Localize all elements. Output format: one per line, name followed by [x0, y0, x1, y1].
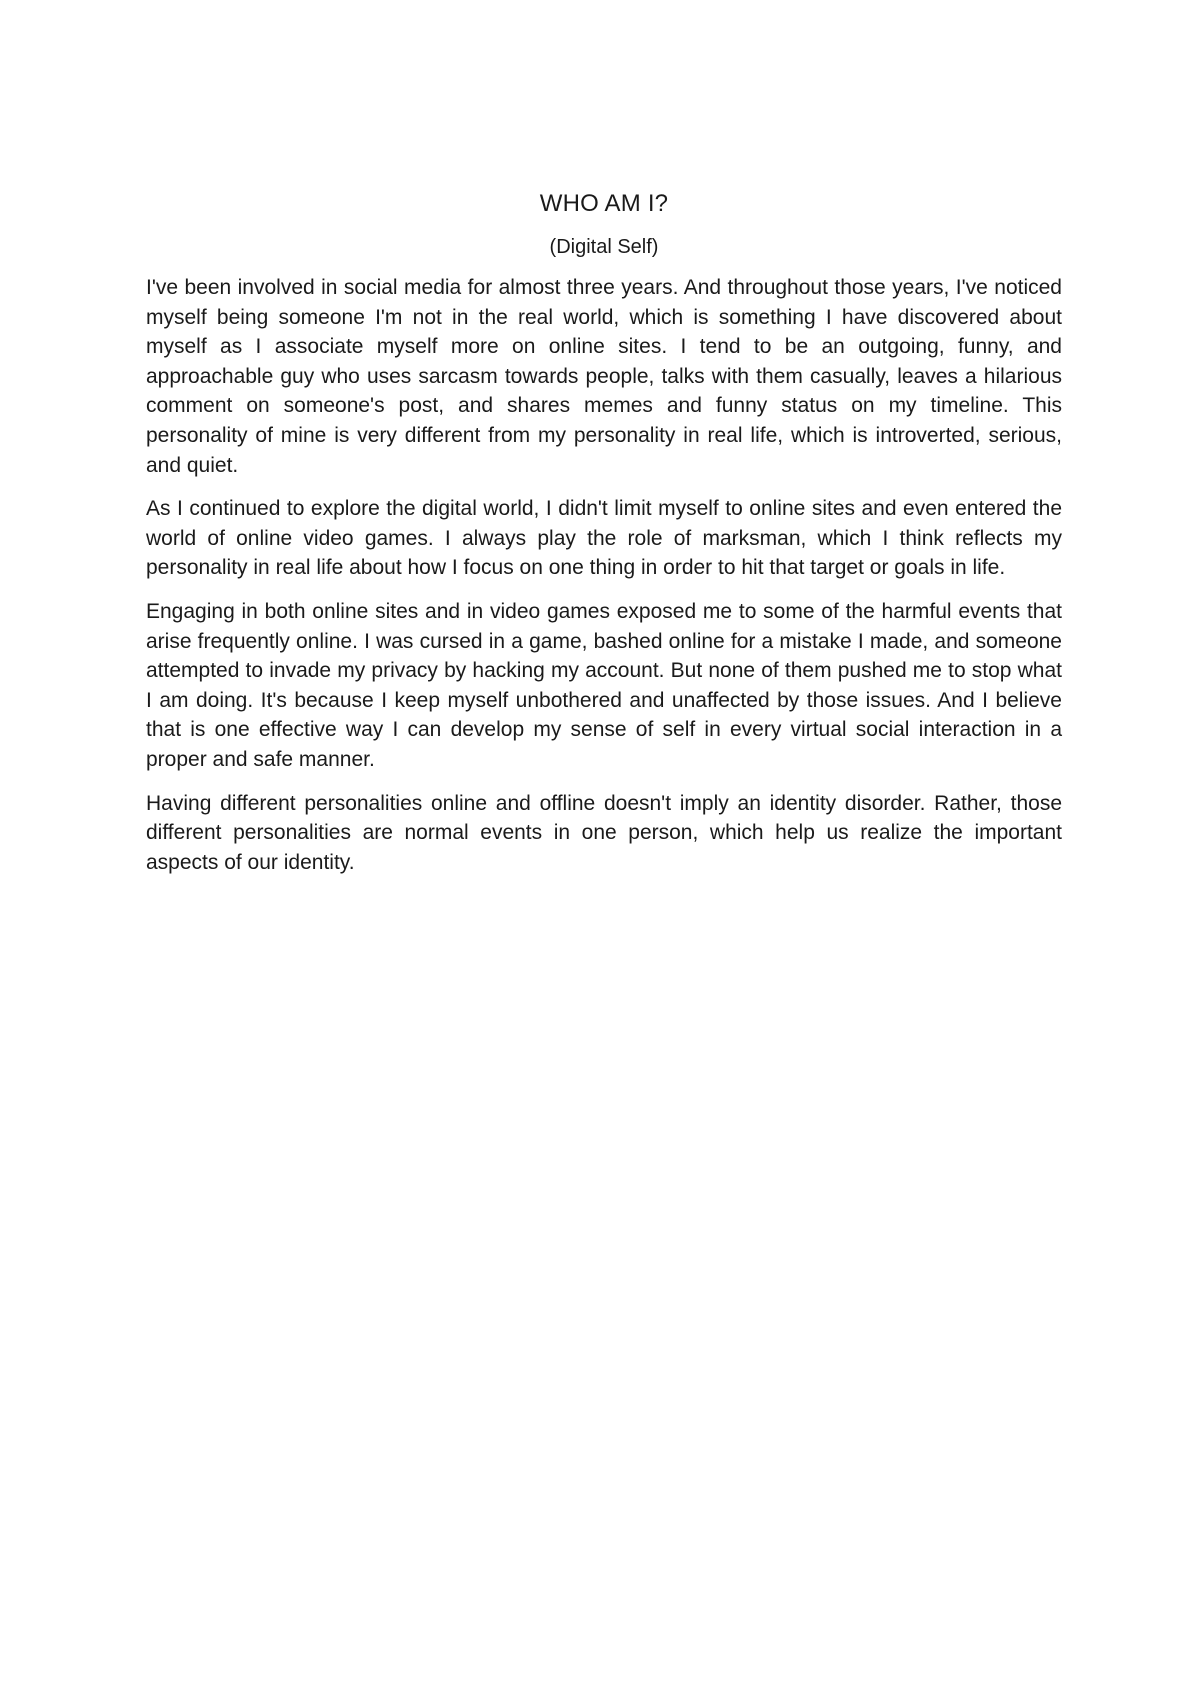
paragraph-video-games: As I continued to explore the digital world, I didn't limit myself to online sites and even entered the world of online video games. I always play the role of marksman, which I think reflects my personality in real life about how I focus on one thing in order to hit that target or goals in life. [146, 497, 1062, 580]
document-title: WHO AM I? [539, 190, 669, 217]
paragraph-harmful-events: Engaging in both online sites and in video games exposed me to some of the harmful events that arise frequently online. I was cursed in a game, bashed online for a mistake I made, and someone attempted to invade my privacy by hacking my account. But none of them pushed me to stop what I am doing. It's because I keep myself unbothered and unaffected by those issues. And I believe that is one effective way I can develop my sense of self in every virtual social interaction in a proper and safe manner. [146, 599, 1062, 771]
document-body [146, 190, 1062, 891]
paragraph-intro: I've been involved in social media for almost three years. And throughout those years, I've noticed myself being someone I'm not in the real world, which is something I have discovered about myself as I associate myself more on online sites. I tend to be an outgoing, funny, and approachable guy who uses sarcasm towards people, talks with them casually, leaves a hilarious comment on someone's post, and shares memes and funny status on my timeline. This personality of mine is very different from my personality in real life, which is introverted, serious, and quiet. [146, 276, 1062, 477]
paragraph-conclusion: Having different personalities online and offline doesn't imply an identity disorder. Rather, those different personalities are normal events in one person, which help us realize the important aspects of our identity. [146, 791, 1062, 874]
document-subtitle: (Digital Self) [549, 236, 659, 258]
